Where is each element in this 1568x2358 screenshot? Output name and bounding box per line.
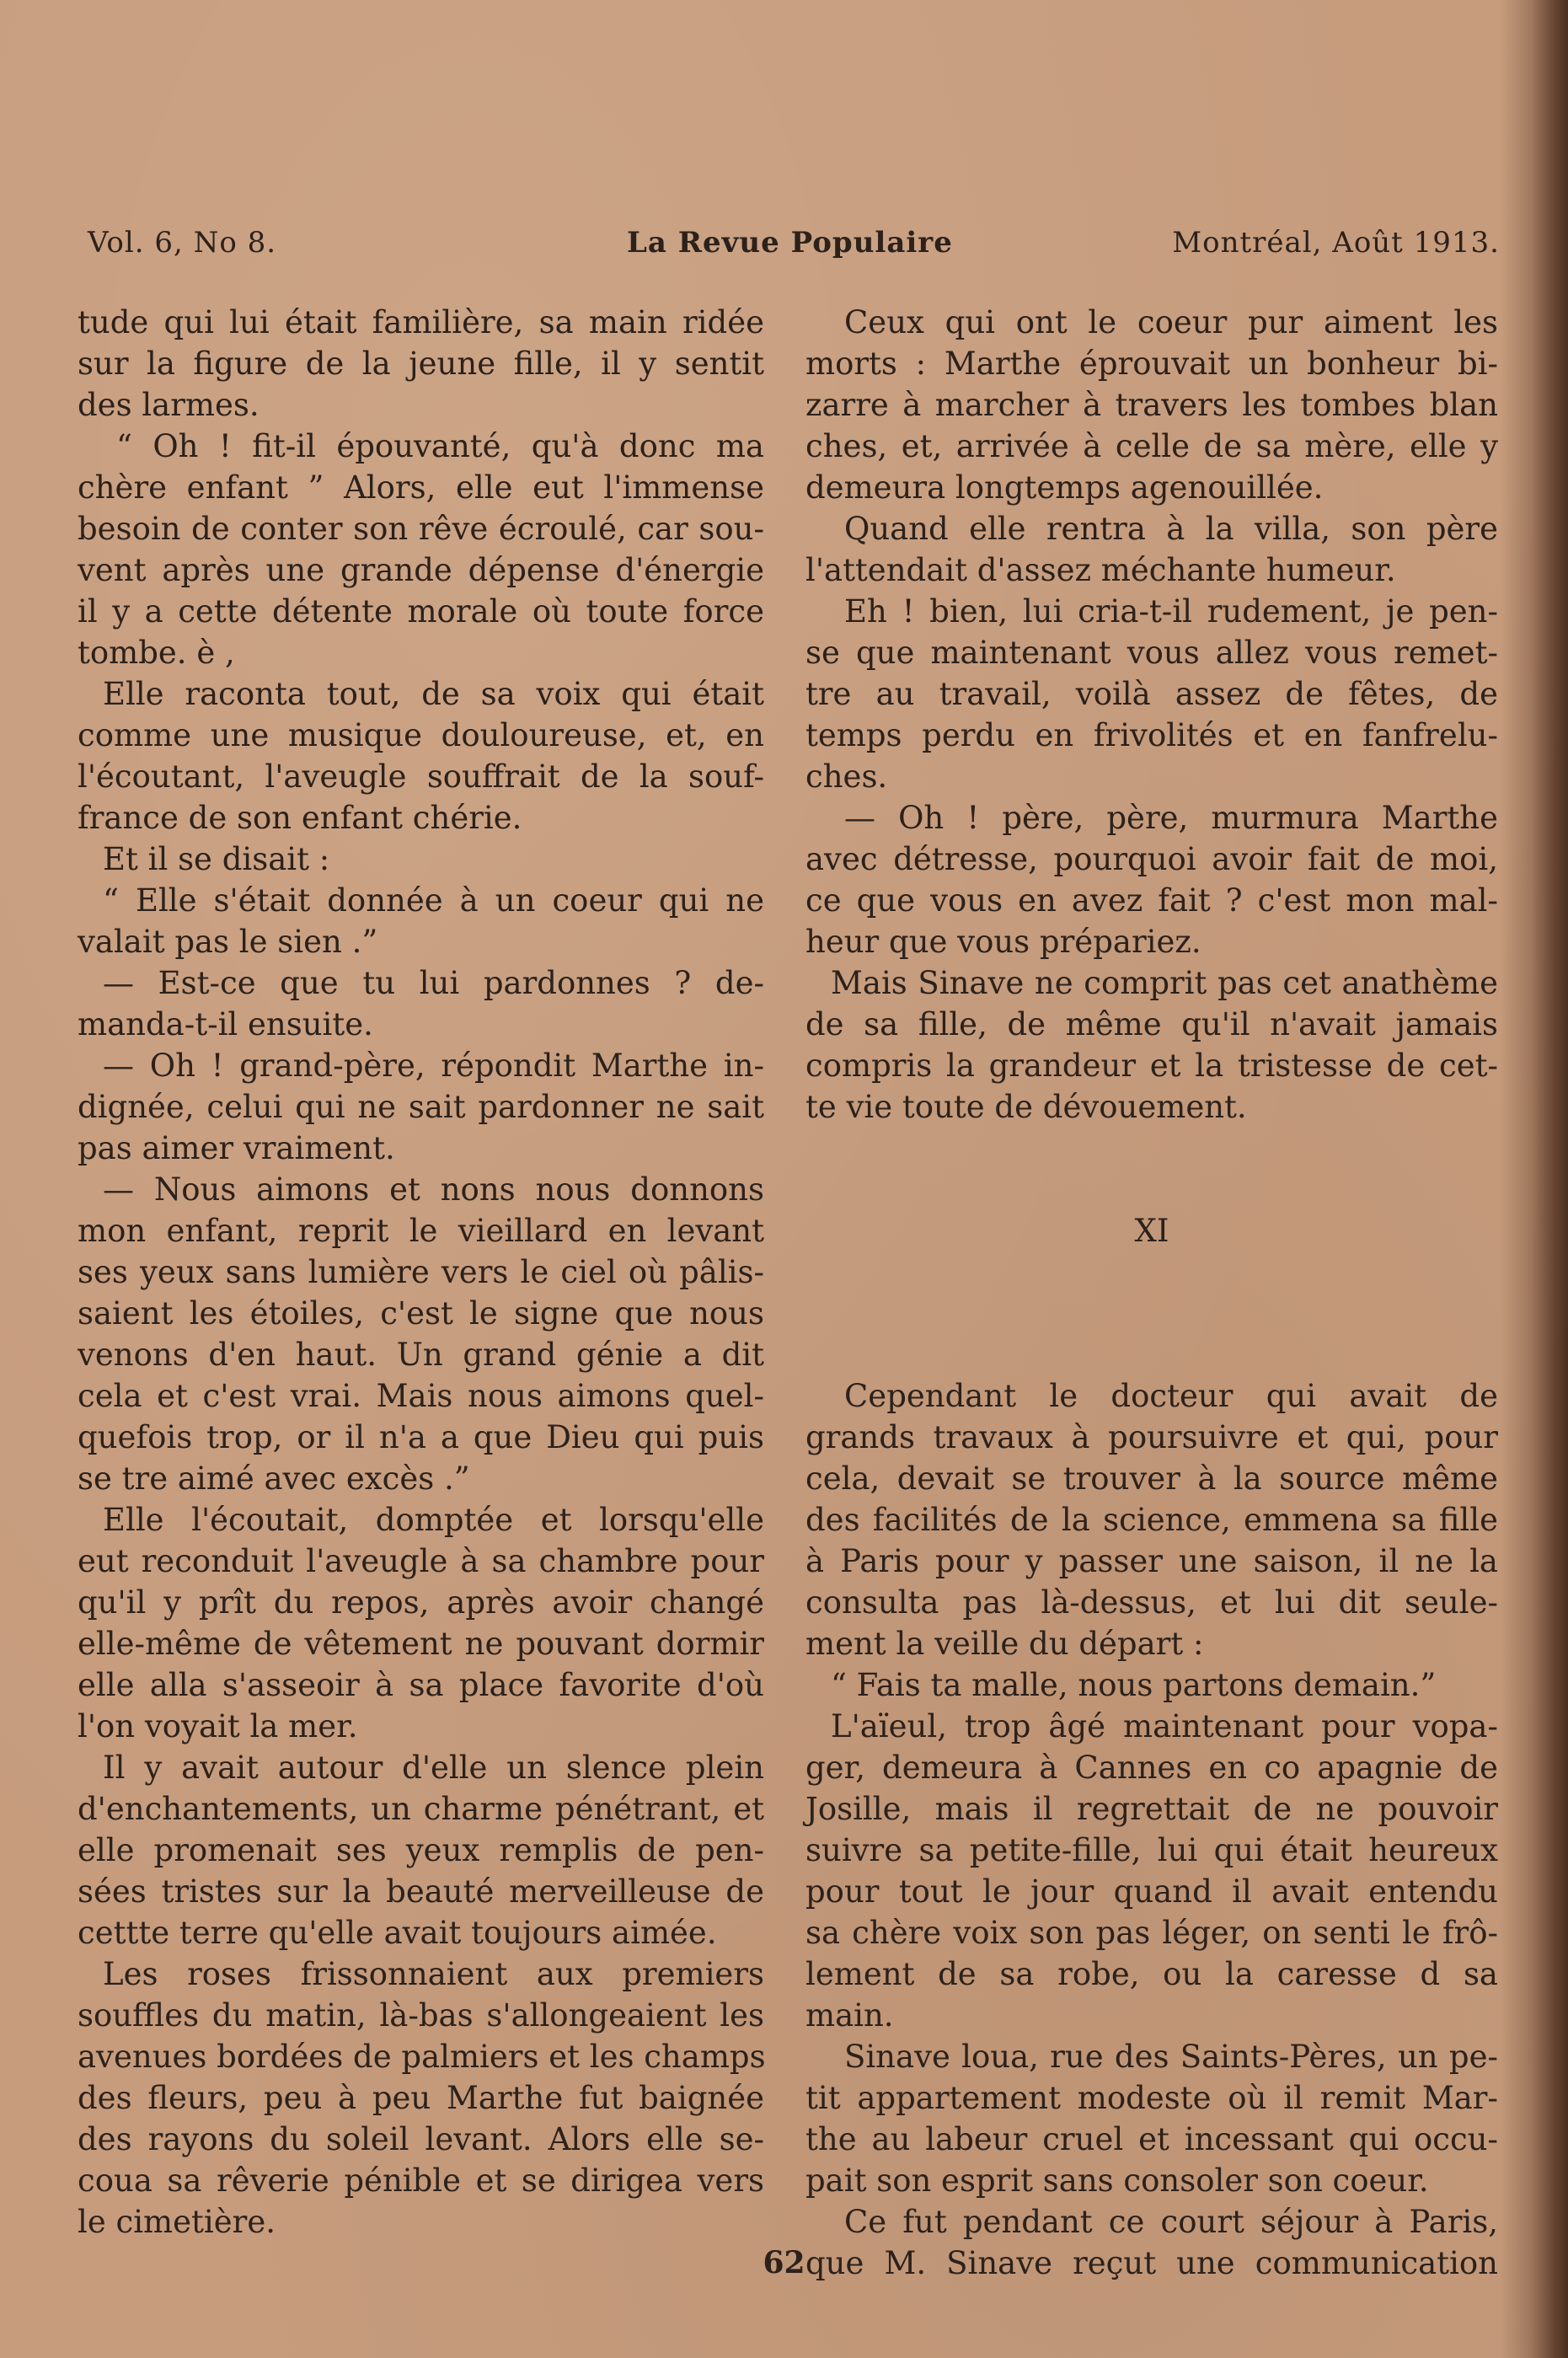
text-line: ment la veille du départ : — [805, 1626, 1204, 1662]
text-line: pait son esprit sans consoler son coeur. — [805, 2162, 1429, 2199]
text-line: — Est-ce que tu lui pardonnes ? de- — [103, 965, 764, 1001]
text-line: l'attendait d'assez méchante humeur. — [805, 552, 1396, 588]
text-line: saient les étoiles, c'est le signe que nous — [78, 1295, 764, 1332]
issue-date: Montréal, Août 1913. — [1172, 226, 1500, 260]
text-line: “ Oh ! fit-il épouvanté, qu'à donc ma — [116, 428, 764, 464]
text-line: mon enfant, reprit le vieillard en levant — [78, 1213, 764, 1249]
text-line: se que maintenant vous allez vous remet- — [805, 635, 1498, 671]
text-line: — Oh ! grand-père, répondit Marthe in- — [103, 1048, 764, 1084]
text-line: zarre à marcher à travers les tombes blan — [805, 387, 1498, 423]
text-line: — Nous aimons et nons nous donnons — [103, 1171, 764, 1208]
text-line: Elle l'écoutait, domptée et lorsqu'elle — [103, 1502, 764, 1538]
text-line: Eh ! bien, lui cria-t-il rudement, je pen- — [844, 593, 1498, 630]
spacer — [805, 1334, 1498, 1375]
text-line: des fleurs, peu à peu Marthe fut baignée — [78, 2080, 764, 2116]
text-line: morts : Marthe éprouvait un bonheur bi- — [805, 346, 1498, 382]
spacer — [805, 1128, 1498, 1210]
text-line: ches, et, arrivée à celle de sa mère, elle y — [805, 428, 1498, 464]
text-line: Sinave loua, rue des Saints-Pères, un pe- — [844, 2039, 1498, 2075]
text-line: des facilités de la science, emmena sa fille — [805, 1502, 1498, 1538]
running-header — [88, 226, 1500, 263]
text-line: il y a cette détente morale où toute force — [78, 593, 764, 630]
text-line: cettte terre qu'elle avait toujours aimée. — [78, 1915, 717, 1951]
text-line: pour tout le jour quand il avait entendu — [805, 1873, 1498, 1910]
text-line: france de son enfant chérie. — [78, 800, 522, 836]
text-line: Mais Sinave ne comprit pas cet anathème — [831, 965, 1498, 1001]
text-line: tit appartement modeste où il remit Mar- — [805, 2080, 1498, 2116]
chapter-heading: XI — [1134, 1213, 1169, 1249]
text-line: que M. Sinave reçut une communication — [805, 2245, 1498, 2281]
text-line: pas aimer vraiment. — [78, 1130, 395, 1166]
text-line: l'écoutant, l'aveugle souffrait de la souf- — [78, 758, 764, 795]
text-line: Les roses frissonnaient aux premiers — [103, 1956, 764, 1992]
text-line: grands travaux à poursuivre et qui, pour — [805, 1419, 1498, 1455]
text-line: qu'il y prît du repos, après avoir changé — [78, 1584, 764, 1621]
text-line: main. — [805, 1997, 894, 2034]
text-line: — Oh ! père, père, murmura Marthe — [844, 800, 1498, 836]
page-number: 62 — [763, 2245, 805, 2280]
text-line: des larmes. — [78, 387, 260, 423]
text-line: demeura longtemps agenouillée. — [805, 469, 1324, 506]
text-line: Cependant le docteur qui avait de — [844, 1378, 1498, 1414]
journal-title: La Revue Populaire — [627, 226, 953, 260]
text-line: tude qui lui était familière, sa main ridée — [78, 304, 764, 340]
text-line: tre au travail, voilà assez de fêtes, de — [805, 676, 1498, 712]
text-line: elle-même de vêtement ne pouvant dormir — [78, 1626, 764, 1662]
text-line: Ceux qui ont le coeur pur aiment les — [844, 304, 1498, 340]
text-line: Quand elle rentra à la villa, son père — [844, 511, 1498, 547]
spacer — [805, 1251, 1498, 1334]
text-line: de sa fille, de même qu'il n'avait jamais — [805, 1006, 1498, 1042]
text-line: comme une musique douloureuse, et, en — [78, 717, 764, 753]
text-line: ger, demeura à Cannes en co apagnie de — [805, 1750, 1498, 1786]
text-line: temps perdu en frivolités et en fanfrelu- — [805, 717, 1498, 753]
text-line: sur la figure de la jeune fille, il y sentit — [78, 346, 764, 382]
text-line: cela et c'est vrai. Mais nous aimons quel- — [78, 1378, 764, 1414]
text-line: ches. — [805, 758, 888, 795]
text-line: dignée, celui qui ne sait pardonner ne sait — [78, 1089, 764, 1125]
text-line: souffles du matin, là-bas s'allongeaient les — [78, 1997, 764, 2034]
text-line: avenues bordées de palmiers et les champs — [78, 2039, 766, 2075]
right-column — [805, 302, 1498, 2284]
text-line: valait pas le sien .” — [78, 924, 378, 960]
text-line: à Paris pour y passer une saison, il ne la — [805, 1543, 1498, 1579]
volume-number: Vol. 6, No 8. — [88, 226, 277, 260]
text-line: Ce fut pendant ce court séjour à Paris, — [844, 2204, 1498, 2240]
text-line: quefois trop, or il n'a a que Dieu qui puis — [78, 1419, 764, 1455]
text-line: coua sa rêverie pénible et se dirigea vers — [78, 2162, 764, 2199]
text-line: eut reconduit l'aveugle à sa chambre pour — [78, 1543, 764, 1579]
text-line: se tre aimé avec excès .” — [78, 1460, 470, 1497]
text-line: “ Elle s'était donnée à un coeur qui ne — [103, 882, 764, 919]
text-line: besoin de conter son rêve écroulé, car sou- — [78, 511, 764, 547]
page-edge-shadow — [1501, 0, 1568, 2358]
text-line: “ Fais ta malle, nous partons demain.” — [831, 1667, 1437, 1703]
text-line: Josille, mais il regrettait de ne pouvoir — [805, 1791, 1498, 1827]
text-line: Et il se disait : — [103, 841, 330, 877]
text-line: L'aïeul, trop âgé maintenant pour vopa- — [831, 1708, 1498, 1744]
text-line: tombe. è , — [78, 635, 235, 671]
text-line: te vie toute de dévouement. — [805, 1089, 1247, 1125]
text-line: sa chère voix son pas léger, on senti le frô- — [805, 1915, 1498, 1951]
text-line: consulta pas là-dessus, et lui dit seule- — [805, 1584, 1498, 1621]
text-line: suivre sa petite-fille, lui qui était heureux — [805, 1832, 1498, 1868]
text-line: Elle raconta tout, de sa voix qui était — [103, 676, 764, 712]
text-line: le cimetière. — [78, 2204, 276, 2240]
text-line: elle alla s'asseoir à sa place favorite d'où — [78, 1667, 764, 1703]
text-line: lement de sa robe, ou la caresse d sa — [805, 1956, 1498, 1992]
text-line: ses yeux sans lumière vers le ciel où pâlis- — [78, 1254, 764, 1290]
text-line: compris la grandeur et la tristesse de cet- — [805, 1048, 1498, 1084]
text-line: des rayons du soleil levant. Alors elle se- — [78, 2121, 764, 2157]
text-line: the au labeur cruel et incessant qui occu- — [805, 2121, 1498, 2157]
text-line: chère enfant ” Alors, elle eut l'immense — [78, 469, 764, 506]
text-line: cela, devait se trouver à la source même — [805, 1460, 1498, 1497]
text-line: elle promenait ses yeux remplis de pen- — [78, 1832, 764, 1868]
text-line: ce que vous en avez fait ? c'est mon mal- — [805, 882, 1498, 919]
text-line: venons d'en haut. Un grand génie a dit — [78, 1337, 764, 1373]
text-line: vent après une grande dépense d'énergie — [78, 552, 764, 588]
text-line: avec détresse, pourquoi avoir fait de moi, — [805, 841, 1498, 877]
text-line: sées tristes sur la beauté merveilleuse de — [78, 1873, 764, 1910]
text-line: l'on voyait la mer. — [78, 1708, 358, 1744]
text-line: manda-t-il ensuite. — [78, 1006, 373, 1042]
text-line: heur que vous prépariez. — [805, 924, 1201, 960]
text-line: d'enchantements, un charme pénétrant, et — [78, 1791, 764, 1827]
left-column — [78, 302, 764, 2243]
text-line: Il y avait autour d'elle un slence plein — [103, 1750, 764, 1786]
